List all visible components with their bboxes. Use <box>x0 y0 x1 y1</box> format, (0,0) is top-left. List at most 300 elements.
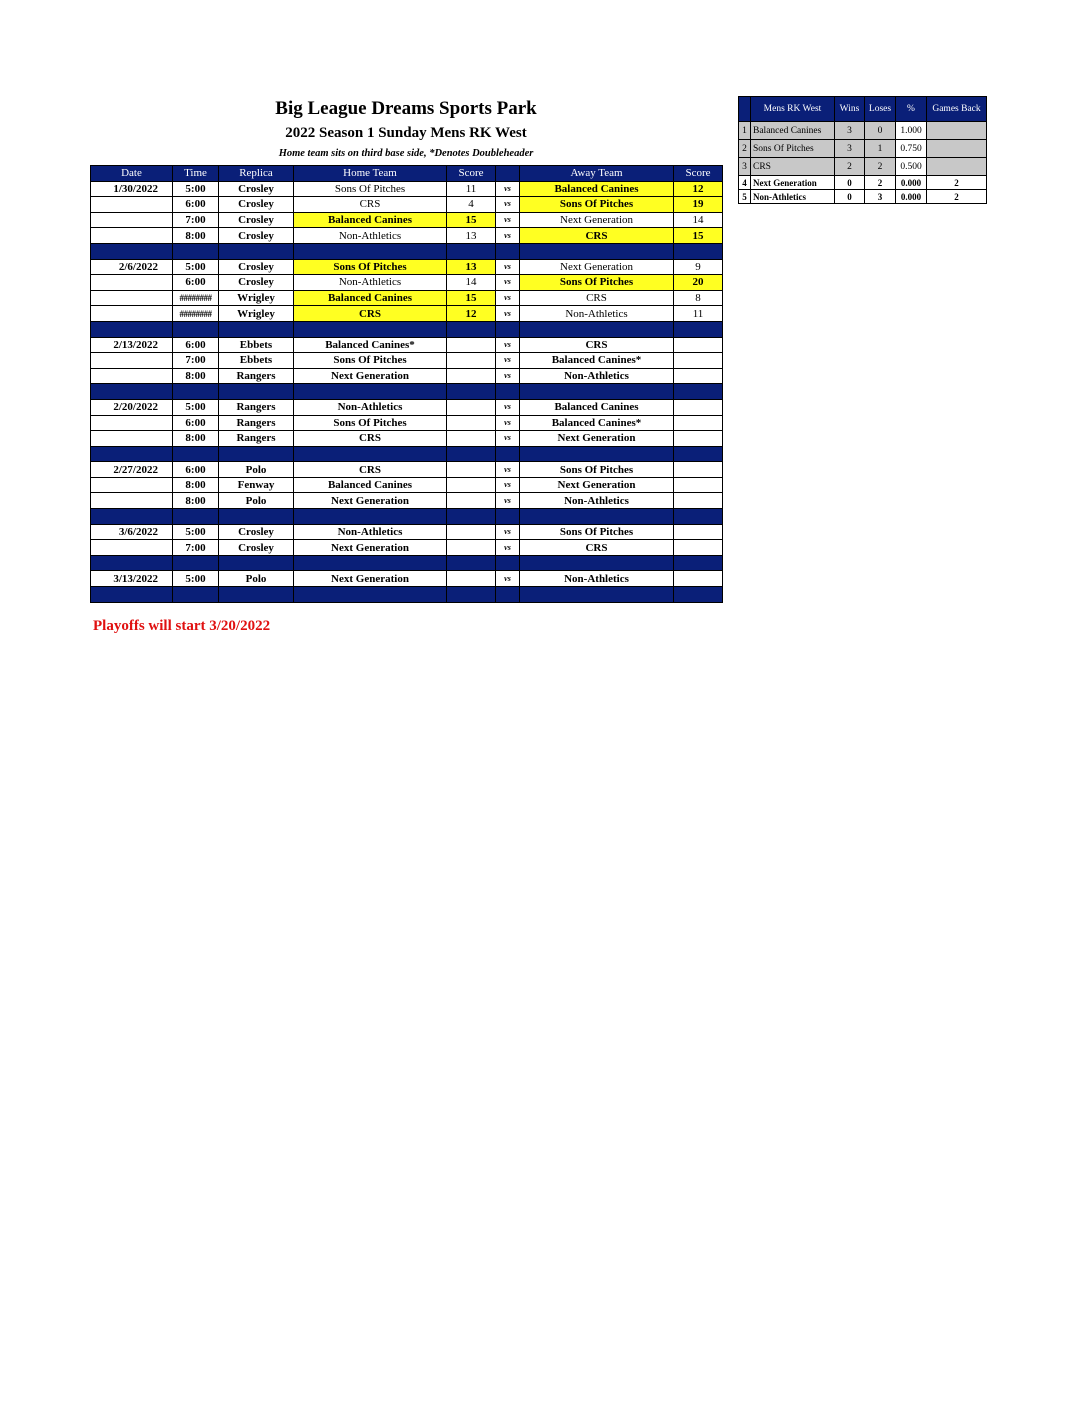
separator-cell <box>496 509 520 525</box>
home-score: 15 <box>447 212 496 228</box>
separator-cell <box>91 243 173 259</box>
vs-label: vs <box>496 275 520 291</box>
home-team: Next Generation <box>294 571 447 587</box>
game-time: 8:00 <box>173 493 219 509</box>
game-row <box>91 462 723 478</box>
separator-cell <box>91 555 173 571</box>
home-score: 15 <box>447 290 496 306</box>
standings-games-back <box>927 140 987 158</box>
home-score <box>447 540 496 556</box>
game-time: 6:00 <box>173 275 219 291</box>
separator-cell <box>294 384 447 400</box>
separator-cell <box>447 243 496 259</box>
vs-label: vs <box>496 571 520 587</box>
home-score <box>447 477 496 493</box>
game-row <box>91 212 723 228</box>
game-replica: Rangers <box>219 399 294 415</box>
separator-cell <box>520 555 674 571</box>
game-date <box>91 306 173 322</box>
standings-loses: 0 <box>865 122 896 140</box>
home-score: 4 <box>447 197 496 213</box>
game-time: 5:00 <box>173 181 219 197</box>
home-score: 14 <box>447 275 496 291</box>
vs-label: vs <box>496 493 520 509</box>
away-score <box>674 477 723 493</box>
separator-cell <box>173 321 219 337</box>
separator-cell <box>173 509 219 525</box>
vs-label: vs <box>496 524 520 540</box>
separator-cell <box>294 509 447 525</box>
away-team: Non-Athletics <box>520 368 674 384</box>
game-time: 6:00 <box>173 415 219 431</box>
home-score <box>447 337 496 353</box>
game-row <box>91 477 723 493</box>
game-time: 6:00 <box>173 337 219 353</box>
away-team: Sons Of Pitches <box>520 275 674 291</box>
game-time: ######## <box>173 306 219 322</box>
separator-cell <box>91 587 173 603</box>
separator-cell <box>219 384 294 400</box>
home-team: Non-Athletics <box>294 524 447 540</box>
game-date: 2/20/2022 <box>91 399 173 415</box>
away-team: CRS <box>520 337 674 353</box>
separator-cell <box>447 555 496 571</box>
game-replica: Crosley <box>219 181 294 197</box>
standings-rank: 2 <box>739 140 751 158</box>
home-score: 12 <box>447 306 496 322</box>
away-score <box>674 524 723 540</box>
standings-loses: 2 <box>865 176 896 190</box>
home-team: Next Generation <box>294 493 447 509</box>
col-header-date: Date <box>91 166 173 182</box>
away-score <box>674 368 723 384</box>
standings-rank: 5 <box>739 190 751 204</box>
game-row <box>91 259 723 275</box>
game-row <box>91 290 723 306</box>
vs-label: vs <box>496 477 520 493</box>
game-row <box>91 181 723 197</box>
week-separator <box>91 509 723 525</box>
week-separator <box>91 587 723 603</box>
home-team: Balanced Canines <box>294 290 447 306</box>
away-score: 15 <box>674 228 723 244</box>
game-date <box>91 353 173 369</box>
separator-cell <box>496 384 520 400</box>
standings-col-team: Mens RK West <box>751 97 835 122</box>
standings-col-wins: Wins <box>835 97 865 122</box>
standings-wins: 0 <box>835 190 865 204</box>
col-header-home-team: Home Team <box>294 166 447 182</box>
standings-row <box>739 140 987 158</box>
standings-wins: 0 <box>835 176 865 190</box>
separator-cell <box>496 446 520 462</box>
separator-cell <box>219 446 294 462</box>
week-separator <box>91 384 723 400</box>
separator-cell <box>520 446 674 462</box>
away-team: Next Generation <box>520 259 674 275</box>
home-team: Balanced Canines* <box>294 337 447 353</box>
separator-cell <box>294 587 447 603</box>
separator-cell <box>674 587 723 603</box>
game-date: 2/13/2022 <box>91 337 173 353</box>
game-date <box>91 493 173 509</box>
separator-cell <box>294 555 447 571</box>
separator-cell <box>91 384 173 400</box>
game-row <box>91 493 723 509</box>
standings-pct: 0.000 <box>896 190 927 204</box>
separator-cell <box>496 243 520 259</box>
away-team: Sons Of Pitches <box>520 524 674 540</box>
vs-label: vs <box>496 259 520 275</box>
standings-body <box>739 122 987 204</box>
home-team: CRS <box>294 431 447 447</box>
standings-team: Next Generation <box>751 176 835 190</box>
home-team: Non-Athletics <box>294 228 447 244</box>
game-row <box>91 197 723 213</box>
away-score: 19 <box>674 197 723 213</box>
game-time: ######## <box>173 290 219 306</box>
standings-row <box>739 122 987 140</box>
schedule-table <box>90 165 723 603</box>
game-time: 7:00 <box>173 540 219 556</box>
standings-team: CRS <box>751 158 835 176</box>
game-date <box>91 290 173 306</box>
vs-label: vs <box>496 353 520 369</box>
away-score: 12 <box>674 181 723 197</box>
game-date: 3/13/2022 <box>91 571 173 587</box>
separator-cell <box>520 509 674 525</box>
separator-cell <box>447 509 496 525</box>
game-date <box>91 477 173 493</box>
vs-label: vs <box>496 415 520 431</box>
standings-pct: 0.750 <box>896 140 927 158</box>
separator-cell <box>520 243 674 259</box>
standings-header-row <box>739 97 987 122</box>
standings-row <box>739 176 987 190</box>
season-subtitle: 2022 Season 1 Sunday Mens RK West <box>285 125 527 141</box>
game-replica: Crosley <box>219 212 294 228</box>
home-score: 13 <box>447 259 496 275</box>
separator-cell <box>294 321 447 337</box>
standings-col-games-back: Games Back <box>927 97 987 122</box>
week-separator <box>91 555 723 571</box>
vs-label: vs <box>496 399 520 415</box>
game-replica: Rangers <box>219 368 294 384</box>
home-score: 11 <box>447 181 496 197</box>
separator-cell <box>173 243 219 259</box>
away-team: Next Generation <box>520 431 674 447</box>
home-score <box>447 368 496 384</box>
home-team: Sons Of Pitches <box>294 181 447 197</box>
away-team: Next Generation <box>520 212 674 228</box>
away-score <box>674 431 723 447</box>
away-score: 8 <box>674 290 723 306</box>
vs-label: vs <box>496 337 520 353</box>
separator-cell <box>520 384 674 400</box>
away-team: Non-Athletics <box>520 571 674 587</box>
game-time: 8:00 <box>173 431 219 447</box>
home-score <box>447 462 496 478</box>
away-team: Balanced Canines* <box>520 353 674 369</box>
separator-cell <box>173 555 219 571</box>
separator-cell <box>219 587 294 603</box>
separator-cell <box>674 384 723 400</box>
away-team: Non-Athletics <box>520 306 674 322</box>
home-team: Balanced Canines <box>294 477 447 493</box>
standings-pct: 0.000 <box>896 176 927 190</box>
game-row <box>91 399 723 415</box>
col-header-home-score: Score <box>447 166 496 182</box>
separator-cell <box>674 321 723 337</box>
game-replica: Polo <box>219 571 294 587</box>
standings-pct: 0.500 <box>896 158 927 176</box>
standings-loses: 1 <box>865 140 896 158</box>
standings-wins: 3 <box>835 122 865 140</box>
game-date: 2/6/2022 <box>91 259 173 275</box>
game-date: 1/30/2022 <box>91 181 173 197</box>
away-team: Balanced Canines <box>520 181 674 197</box>
separator-cell <box>674 555 723 571</box>
standings-wins: 3 <box>835 140 865 158</box>
separator-cell <box>447 587 496 603</box>
game-time: 8:00 <box>173 368 219 384</box>
vs-label: vs <box>496 228 520 244</box>
col-header-away-score: Score <box>674 166 723 182</box>
standings-row <box>739 158 987 176</box>
home-score <box>447 524 496 540</box>
game-time: 6:00 <box>173 462 219 478</box>
home-team: Balanced Canines <box>294 212 447 228</box>
separator-cell <box>91 509 173 525</box>
away-team: Non-Athletics <box>520 493 674 509</box>
vs-label: vs <box>496 462 520 478</box>
game-replica: Rangers <box>219 431 294 447</box>
game-date <box>91 431 173 447</box>
away-score: 20 <box>674 275 723 291</box>
home-team: Sons Of Pitches <box>294 353 447 369</box>
home-team: Next Generation <box>294 368 447 384</box>
game-row <box>91 353 723 369</box>
col-header-away-team: Away Team <box>520 166 674 182</box>
game-date <box>91 212 173 228</box>
vs-label: vs <box>496 431 520 447</box>
game-time: 5:00 <box>173 524 219 540</box>
page-title: Big League Dreams Sports Park <box>275 98 537 119</box>
game-row <box>91 540 723 556</box>
week-separator <box>91 243 723 259</box>
game-time: 7:00 <box>173 353 219 369</box>
standings-loses: 3 <box>865 190 896 204</box>
separator-cell <box>447 384 496 400</box>
game-replica: Polo <box>219 462 294 478</box>
vs-label: vs <box>496 181 520 197</box>
home-team: CRS <box>294 197 447 213</box>
separator-cell <box>674 446 723 462</box>
standings-games-back: 2 <box>927 190 987 204</box>
home-team: Sons Of Pitches <box>294 415 447 431</box>
separator-cell <box>91 446 173 462</box>
vs-label: vs <box>496 368 520 384</box>
home-score <box>447 415 496 431</box>
col-header-replica: Replica <box>219 166 294 182</box>
home-score <box>447 431 496 447</box>
away-score <box>674 337 723 353</box>
home-team: CRS <box>294 462 447 478</box>
away-team: Sons Of Pitches <box>520 462 674 478</box>
home-team: CRS <box>294 306 447 322</box>
separator-cell <box>520 321 674 337</box>
game-row <box>91 306 723 322</box>
game-date <box>91 540 173 556</box>
game-row <box>91 524 723 540</box>
game-replica: Crosley <box>219 228 294 244</box>
schedule-header-row <box>91 166 723 182</box>
game-time: 5:00 <box>173 571 219 587</box>
week-separator <box>91 321 723 337</box>
game-row <box>91 228 723 244</box>
separator-cell <box>91 321 173 337</box>
standings-team: Non-Athletics <box>751 190 835 204</box>
game-date <box>91 368 173 384</box>
separator-cell <box>674 243 723 259</box>
away-score <box>674 540 723 556</box>
game-replica: Polo <box>219 493 294 509</box>
game-row <box>91 275 723 291</box>
game-date: 3/6/2022 <box>91 524 173 540</box>
game-replica: Fenway <box>219 477 294 493</box>
away-score: 14 <box>674 212 723 228</box>
col-header-time: Time <box>173 166 219 182</box>
home-score <box>447 571 496 587</box>
game-replica: Crosley <box>219 524 294 540</box>
home-team: Next Generation <box>294 540 447 556</box>
separator-cell <box>219 509 294 525</box>
game-time: 8:00 <box>173 477 219 493</box>
separator-cell <box>447 321 496 337</box>
separator-cell <box>294 243 447 259</box>
standings-games-back: 2 <box>927 176 987 190</box>
home-team: Non-Athletics <box>294 275 447 291</box>
game-replica: Rangers <box>219 415 294 431</box>
home-team: Non-Athletics <box>294 399 447 415</box>
separator-cell <box>674 509 723 525</box>
game-replica: Wrigley <box>219 290 294 306</box>
away-team: CRS <box>520 228 674 244</box>
away-team: Sons Of Pitches <box>520 197 674 213</box>
standings-pct: 1.000 <box>896 122 927 140</box>
standings-loses: 2 <box>865 158 896 176</box>
away-score <box>674 353 723 369</box>
game-date: 2/27/2022 <box>91 462 173 478</box>
game-replica: Crosley <box>219 197 294 213</box>
standings-row <box>739 190 987 204</box>
week-separator <box>91 446 723 462</box>
game-time: 5:00 <box>173 259 219 275</box>
away-score <box>674 399 723 415</box>
away-team: Next Generation <box>520 477 674 493</box>
standings-team: Sons Of Pitches <box>751 140 835 158</box>
standings-rank: 4 <box>739 176 751 190</box>
vs-label: vs <box>496 197 520 213</box>
away-team: CRS <box>520 540 674 556</box>
home-score <box>447 493 496 509</box>
schedule-note: Home team sits on third base side, *Denotes Doubleheader <box>278 148 534 159</box>
vs-label: vs <box>496 306 520 322</box>
separator-cell <box>173 384 219 400</box>
separator-cell <box>219 555 294 571</box>
vs-label: vs <box>496 212 520 228</box>
game-replica: Crosley <box>219 540 294 556</box>
game-date <box>91 228 173 244</box>
game-time: 5:00 <box>173 399 219 415</box>
game-replica: Crosley <box>219 275 294 291</box>
away-team: Balanced Canines <box>520 399 674 415</box>
game-date <box>91 275 173 291</box>
standings-rank: 1 <box>739 122 751 140</box>
away-team: Balanced Canines* <box>520 415 674 431</box>
standings-team: Balanced Canines <box>751 122 835 140</box>
away-score <box>674 415 723 431</box>
col-header-vs <box>496 166 520 182</box>
home-score: 13 <box>447 228 496 244</box>
game-replica: Wrigley <box>219 306 294 322</box>
away-team: CRS <box>520 290 674 306</box>
game-time: 7:00 <box>173 212 219 228</box>
separator-cell <box>520 587 674 603</box>
standings-wins: 2 <box>835 158 865 176</box>
home-score <box>447 399 496 415</box>
standings-col-loses: Loses <box>865 97 896 122</box>
vs-label: vs <box>496 540 520 556</box>
standings-rank: 3 <box>739 158 751 176</box>
away-score: 11 <box>674 306 723 322</box>
game-row <box>91 571 723 587</box>
away-score <box>674 462 723 478</box>
game-replica: Ebbets <box>219 337 294 353</box>
standings-games-back <box>927 122 987 140</box>
standings-games-back <box>927 158 987 176</box>
game-replica: Crosley <box>219 259 294 275</box>
game-time: 6:00 <box>173 197 219 213</box>
schedule-body <box>91 181 723 602</box>
away-score <box>674 493 723 509</box>
separator-cell <box>496 321 520 337</box>
vs-label: vs <box>496 290 520 306</box>
standings-col-pct: % <box>896 97 927 122</box>
home-score <box>447 353 496 369</box>
separator-cell <box>294 446 447 462</box>
standings-col-rank <box>739 97 751 122</box>
playoffs-notice: Playoffs will start 3/20/2022 <box>93 618 271 634</box>
separator-cell <box>173 587 219 603</box>
separator-cell <box>447 446 496 462</box>
game-row <box>91 431 723 447</box>
separator-cell <box>496 587 520 603</box>
standings-table <box>738 96 987 204</box>
game-row <box>91 415 723 431</box>
away-score: 9 <box>674 259 723 275</box>
game-row <box>91 368 723 384</box>
separator-cell <box>496 555 520 571</box>
game-time: 8:00 <box>173 228 219 244</box>
separator-cell <box>219 243 294 259</box>
home-team: Sons Of Pitches <box>294 259 447 275</box>
separator-cell <box>219 321 294 337</box>
game-replica: Ebbets <box>219 353 294 369</box>
away-score <box>674 571 723 587</box>
game-date <box>91 197 173 213</box>
game-date <box>91 415 173 431</box>
